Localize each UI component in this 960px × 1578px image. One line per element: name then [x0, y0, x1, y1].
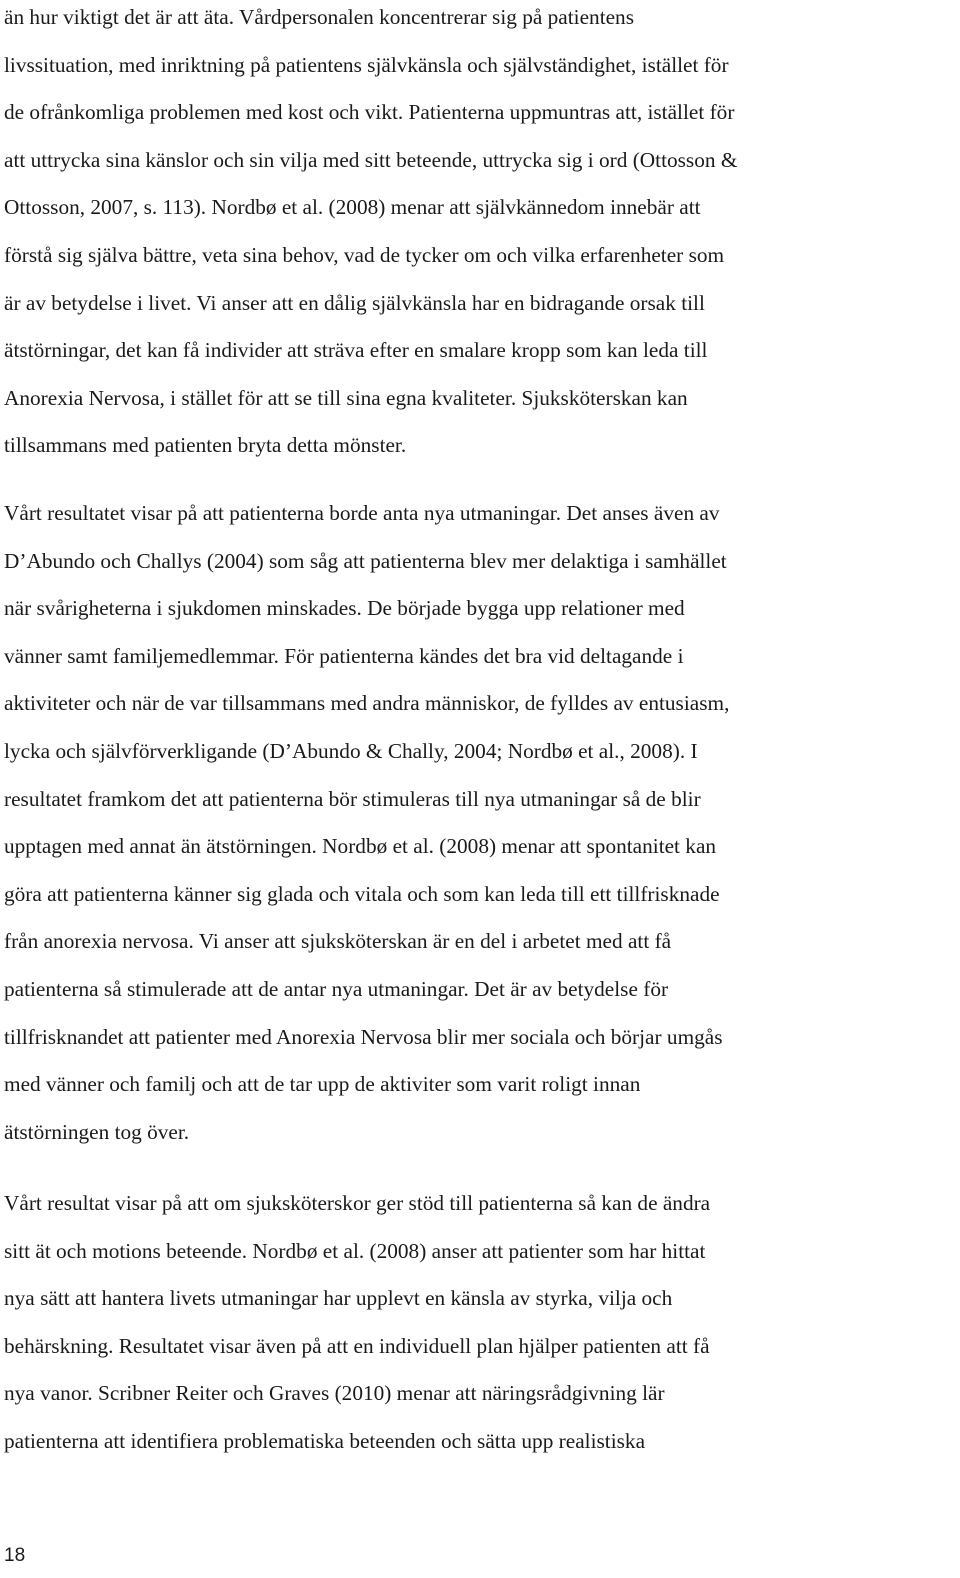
- text-line: när svårigheterna i sjukdomen minskades. De började bygga upp relationer med: [4, 596, 685, 621]
- text-line: Vårt resultat visar på att om sjuksköterskor ger stöd till patienterna så kan de ändra: [4, 1191, 711, 1215]
- text-line: ätstörningar, det kan få individer att sträva efter en smalare kropp som kan leda till: [4, 338, 708, 363]
- text-line: ätstörningen tog över.: [4, 1119, 190, 1144]
- paragraph-2: [4, 490, 729, 1156]
- text-line: med vänner och familj och att de tar upp de aktiviter som varit roligt innan: [4, 1072, 641, 1097]
- text-line: patienterna att identifiera problematiska beteenden och sätta upp realistiska: [4, 1428, 646, 1453]
- text-line: resultatet framkom det att patienterna bör stimuleras till nya utmaningar så de blir: [4, 786, 701, 811]
- text-line: göra att patienterna känner sig glada och vitala och som kan leda till ett tillfrisknade: [4, 881, 720, 906]
- text-line: D’Abundo och Challys (2004) som såg att patienterna blev mer delaktiga i samhället: [4, 548, 727, 573]
- text-line: livssituation, med inriktning på patientens självkänsla och självständighet, istället för: [4, 52, 729, 77]
- text-line: nya sätt att hantera livets utmaningar har upplevt en känsla av styrka, vilja och: [4, 1286, 673, 1311]
- text-line: tillfrisknandet att patienter med Anorexia Nervosa blir mer sociala och börjar umgås: [4, 1024, 723, 1049]
- paragraph-3: [4, 1180, 710, 1466]
- text-line: Vårt resultatet visar på att patienterna borde anta nya utmaningar. Det anses även av: [4, 501, 720, 525]
- page-number: 18: [4, 1545, 26, 1566]
- text-line: tillsammans med patienten bryta detta mönster.: [4, 433, 407, 458]
- text-line: patienterna så stimulerade att de antar nya utmaningar. Det är av betydelse för: [4, 976, 669, 1001]
- text-line: behärskning. Resultatet visar även på att en individuell plan hjälper patienten att få: [4, 1333, 710, 1358]
- text-line: är av betydelse i livet. Vi anser att en dålig självkänsla har en bidragande orsak till: [4, 290, 705, 315]
- text-line: Ottosson, 2007, s. 113). Nordbø et al. (2008) menar att självkännedom innebär att: [4, 195, 701, 220]
- text-line: att uttrycka sina känslor och sin vilja med sitt beteende, uttrycka sig i ord (Ottosson &: [4, 147, 738, 172]
- text-line: aktiviteter och när de var tillsammans med andra människor, de fylldes av entusiasm,: [4, 691, 730, 716]
- paragraph-1: [4, 0, 737, 470]
- text-line: från anorexia nervosa. Vi anser att sjuksköterskan är en del i arbetet med att få: [4, 929, 672, 954]
- text-line: Anorexia Nervosa, i stället för att se till sina egna kvaliteter. Sjuksköterskan kan: [4, 385, 688, 410]
- text-line: nya vanor. Scribner Reiter och Graves (2010) menar att näringsrådgivning lär: [4, 1381, 665, 1406]
- text-line: vänner samt familjemedlemmar. För patienterna kändes det bra vid deltagande i: [4, 643, 684, 668]
- text-line: sitt ät och motions beteende. Nordbø et al. (2008) anser att patienter som har hittat: [4, 1238, 706, 1263]
- text-line: de ofrånkomliga problemen med kost och vikt. Patienterna uppmuntras att, istället för: [4, 100, 735, 125]
- text-line: förstå sig själva bättre, veta sina behov, vad de tycker om och vilka erfarenheter som: [4, 242, 725, 267]
- text-line: upptagen med annat än ätstörningen. Nordbø et al. (2008) menar att spontanitet kan: [4, 834, 717, 859]
- text-line: än hur viktigt det är att äta. Vårdpersonalen koncentrerar sig på patientens: [4, 5, 634, 29]
- text-line: lycka och självförverkligande (D’Abundo & Chally, 2004; Nordbø et al., 2008). I: [4, 738, 698, 763]
